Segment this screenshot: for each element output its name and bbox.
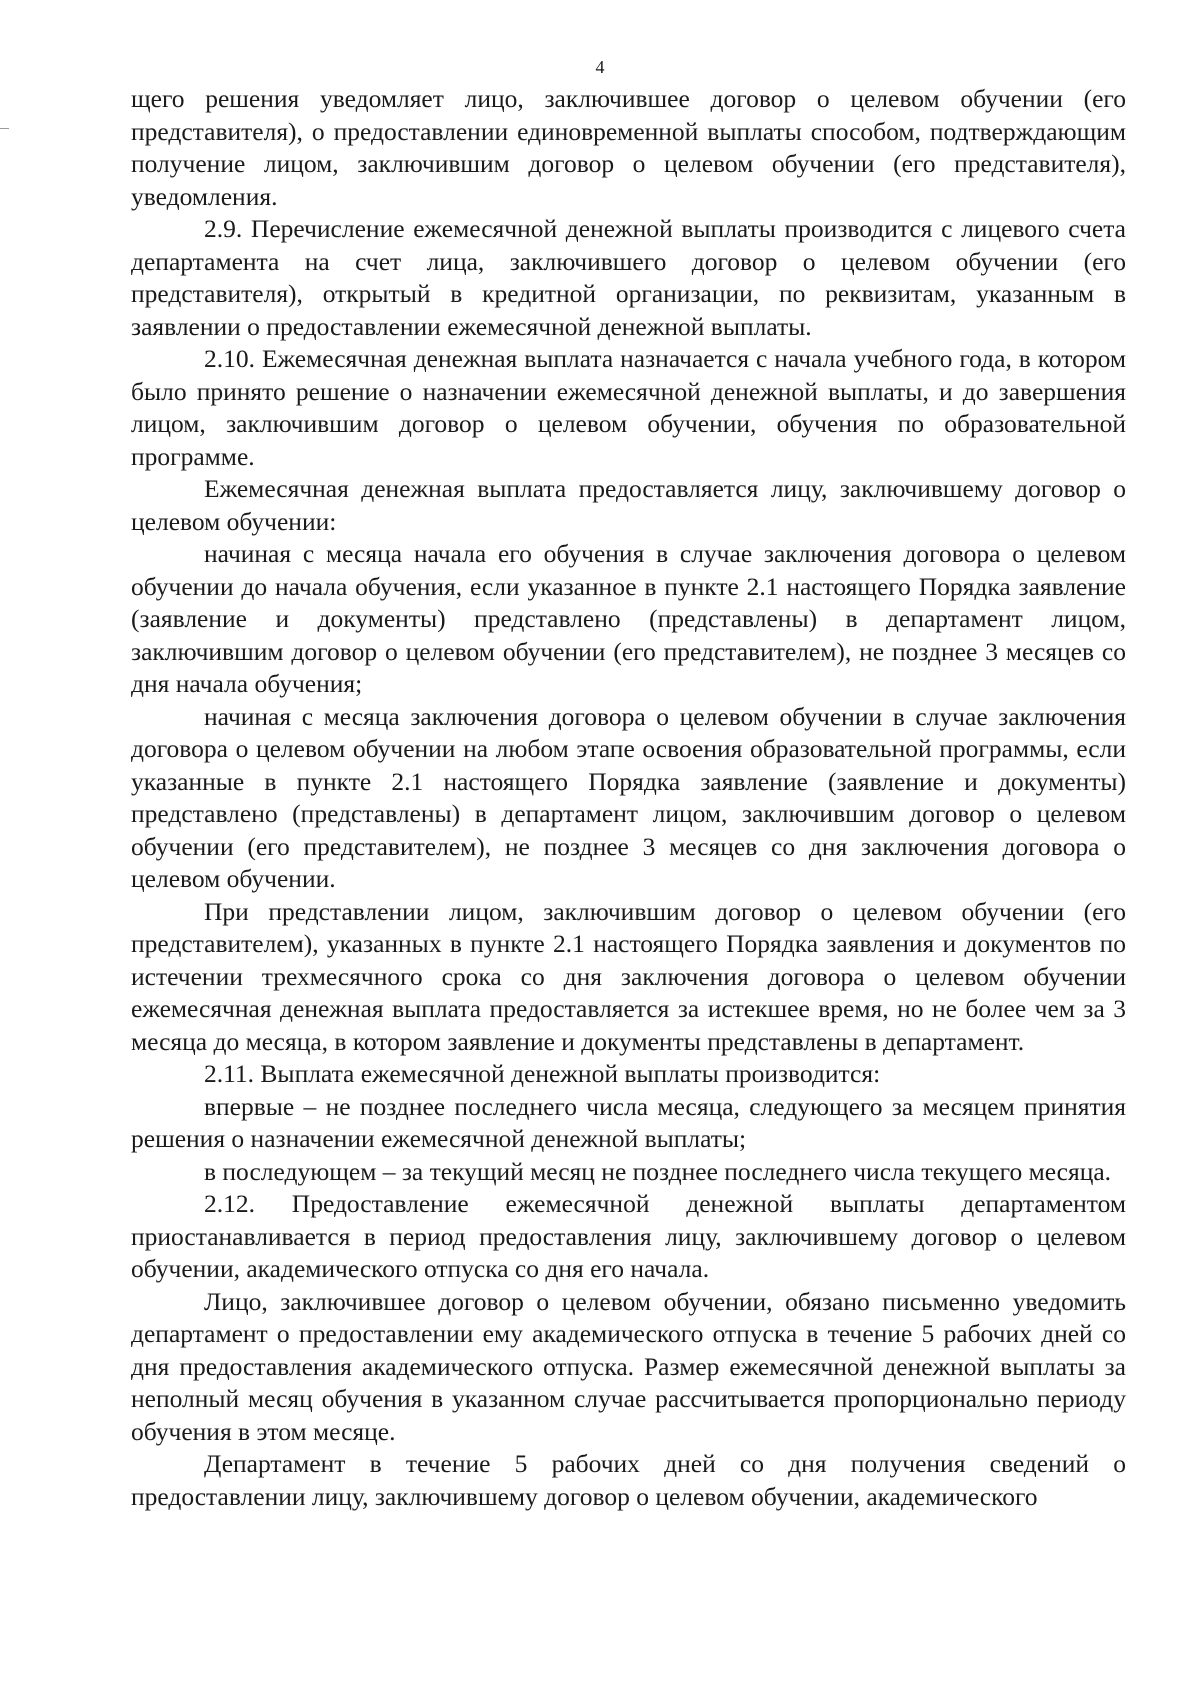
- paragraph-subsequent-payments: в последующем – за текущий месяц не позднее последнего числа текущего месяца.: [204, 1156, 1112, 1186]
- paragraph-from-contract-date: начиная с месяца заключения договора о целевом обучении в случае заключения договора о целевом обучении на любом этапе освоения образовательной программы, если указанные в пункте 2.1 настоящего Порядка заявление (заявление и документы) представлено (представлены) в департамент лицом, заключившим договор о целевом обучении (его представителем), не позднее 3 месяцев со дня заключения договора о целевом обучении.: [131, 701, 1126, 893]
- paragraph-academic-leave-notice: Лицо, заключившее договор о целевом обучении, обязано письменно уведомить департамент о предоставлении ему академического отпуска в течение 5 рабочих дней со дня предоставления академического отпуска. Размер ежемесячной денежной выплаты за неполный месяц обучения в указанном случае рассчитывается пропорционально периоду обучения в этом месяце.: [131, 1286, 1126, 1446]
- paragraph-monthly-payment-intro: Ежемесячная денежная выплата предоставляется лицу, заключившему договор о целевом обучении:: [131, 474, 1126, 536]
- document-body: [131, 83, 1126, 1513]
- paragraph-2-11: 2.11. Выплата ежемесячной денежной выплаты производится:: [204, 1059, 881, 1088]
- paragraph-first-payment: впервые – не позднее последнего числа месяца, следующего за месяцем принятия решения о назначении ежемесячной денежной выплаты;: [131, 1091, 1126, 1153]
- scan-edge-mark: [0, 128, 9, 129]
- paragraph-continuation: щего решения уведомляет лицо, заключившее договор о целевом обучении (его представителя), о предоставлении единовременной выплаты способом, подтверждающим получение лицом, заключившим договор о целевом обучении (его представителя), уведомления.: [131, 84, 1126, 211]
- paragraph-late-submission: При представлении лицом, заключившим договор о целевом обучении (его представителем), указанных в пункте 2.1 настоящего Порядка заявления и документов по истечении трехмесячного срока со дня заключения договора о целевом обучении ежемесячная денежная выплата предоставляется за истекшее время, но не более чем за 3 месяца до месяца, в котором заявление и документы представлены в департамент.: [131, 896, 1126, 1056]
- paragraph-from-study-start: начиная с месяца начала его обучения в случае заключения договора о целевом обучении до начала обучения, если указанное в пункте 2.1 настоящего Порядка заявление (заявление и документы) представлено (представлены) в департамент лицом, заключившим договор о целевом обучении (его представителем), не позднее 3 месяцев со дня начала обучения;: [131, 539, 1126, 698]
- paragraph-2-9: 2.9. Перечисление ежемесячной денежной выплаты производится с лицевого счета департамента на счет лица, заключившего договор о целевом обучении (его представителя), открытый в кредитной организации, по реквизитам, указанным в заявлении о предоставлении ежемесячной денежной выплаты.: [131, 214, 1126, 341]
- paragraph-2-10: 2.10. Ежемесячная денежная выплата назначается с начала учебного года, в котором было принято решение о назначении ежемесячной денежной выплаты, и до завершения лицом, заключившим договор о целевом обучении, обучения по образовательной программе.: [131, 344, 1126, 471]
- paragraph-department-action: Департамент в течение 5 рабочих дней со дня получения сведений о предоставлении лицу, заключившему договор о целевом обучении, академического: [131, 1449, 1126, 1511]
- page-number: 4: [595, 57, 605, 77]
- paragraph-2-12: 2.12. Предоставление ежемесячной денежной выплаты департаментом приостанавливается в период предоставления лицу, заключившему договор о целевом обучении, академического отпуска со дня его начала.: [131, 1189, 1126, 1283]
